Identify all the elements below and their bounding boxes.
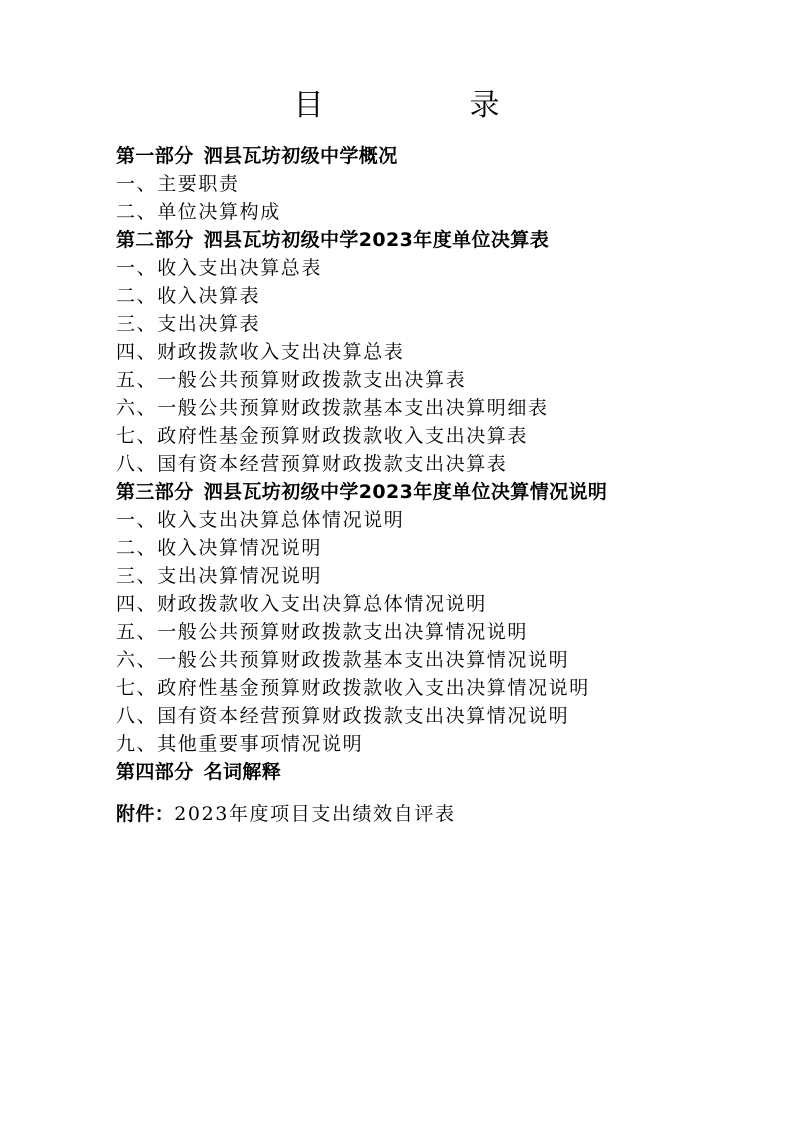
toc-item[interactable]: 五、一般公共预算财政拨款支出决算情况说明 xyxy=(116,621,529,643)
toc-item[interactable]: 二、收入决算情况说明 xyxy=(116,537,323,559)
toc-item[interactable]: 九、其他重要事项情况说明 xyxy=(116,733,364,755)
toc-item[interactable]: 六、一般公共预算财政拨款基本支出决算明细表 xyxy=(116,397,549,419)
toc-item[interactable]: 六、一般公共预算财政拨款基本支出决算情况说明 xyxy=(116,649,570,671)
attachment-text: 2023年度项目支出绩效自评表 xyxy=(174,803,456,825)
toc-item[interactable]: 三、支出决算表 xyxy=(116,313,261,335)
toc-item[interactable]: 一、收入支出决算总体情况说明 xyxy=(116,509,405,531)
page-title: 目 录 xyxy=(293,88,558,123)
toc-item[interactable]: 五、一般公共预算财政拨款支出决算表 xyxy=(116,369,467,391)
table-of-contents xyxy=(116,142,756,828)
toc-item[interactable]: 一、主要职责 xyxy=(116,173,240,195)
part-label: 第二部分 xyxy=(116,229,194,251)
part-name: 名词解释 xyxy=(203,761,282,783)
part-name: 泗县瓦坊初级中学概况 xyxy=(203,145,398,167)
attachment-label: 附件： xyxy=(116,803,175,825)
toc-part-2[interactable] xyxy=(116,226,756,254)
toc-item[interactable]: 三、支出决算情况说明 xyxy=(116,565,323,587)
toc-item[interactable]: 八、国有资本经营预算财政拨款支出决算表 xyxy=(116,453,508,475)
toc-item[interactable]: 八、国有资本经营预算财政拨款支出决算情况说明 xyxy=(116,705,570,727)
toc-item[interactable]: 四、财政拨款收入支出决算总体情况说明 xyxy=(116,593,487,615)
toc-item[interactable]: 四、财政拨款收入支出决算总表 xyxy=(116,341,405,363)
part-name: 泗县瓦坊初级中学2023年度单位决算表 xyxy=(203,229,550,251)
part-label: 第一部分 xyxy=(116,145,194,167)
toc-item[interactable]: 二、单位决算构成 xyxy=(116,201,281,223)
part-label: 第四部分 xyxy=(116,761,194,783)
part-label: 第三部分 xyxy=(116,481,194,503)
toc-item[interactable]: 二、收入决算表 xyxy=(116,285,261,307)
toc-part-3[interactable] xyxy=(116,478,756,506)
part-name: 泗县瓦坊初级中学2023年度单位决算情况说明 xyxy=(203,481,608,503)
toc-item[interactable]: 一、收入支出决算总表 xyxy=(116,257,323,279)
toc-item[interactable]: 七、政府性基金预算财政拨款收入支出决算表 xyxy=(116,425,529,447)
toc-part-1[interactable] xyxy=(116,142,756,170)
toc-part-4[interactable] xyxy=(116,758,756,786)
toc-attachment[interactable] xyxy=(116,800,756,828)
toc-item[interactable]: 七、政府性基金预算财政拨款收入支出决算情况说明 xyxy=(116,677,590,699)
